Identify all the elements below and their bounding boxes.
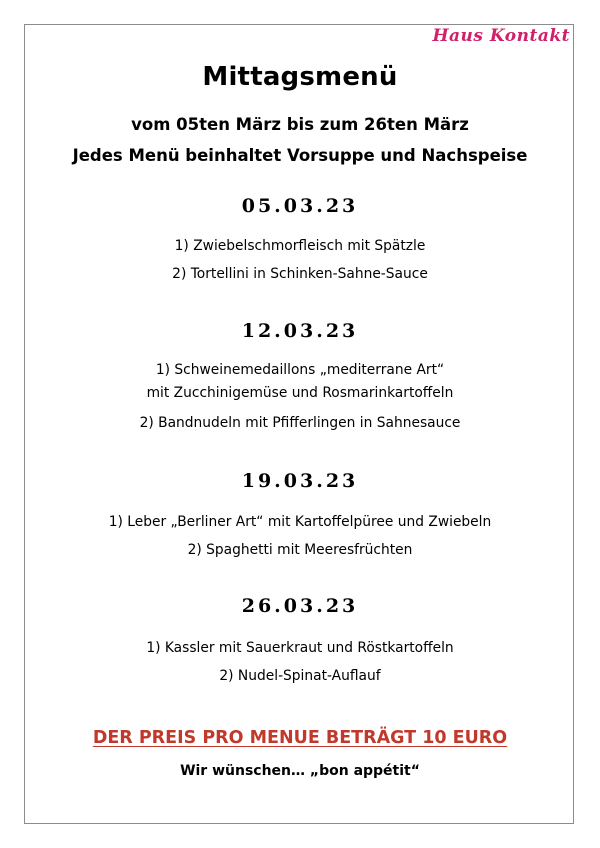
menu-period: vom 05ten März bis zum 26ten März [131,115,469,134]
price-notice: DER PREIS PRO MENUE BETRÄGT 10 EURO [92,728,508,748]
menu-item: 2) Spaghetti mit Meeresfrüchten [187,542,413,558]
menu-item: 1) Schweinemedaillons „mediterrane Art“ [155,362,445,378]
menu-item: 2) Tortellini in Schinken-Sahne-Sauce [172,266,428,282]
day-date: 05.03.23 [241,195,359,217]
menu-item: 1) Leber „Berliner Art“ mit Kartoffelpüree und Zwiebeln [108,514,492,530]
menu-includes: Jedes Menü beinhaltet Vorsuppe und Nachspeise [72,146,528,165]
menu-item: 2) Nudel-Spinat-Auflauf [219,668,381,684]
menu-item: 1) Kassler mit Sauerkraut und Röstkartoffeln [146,640,454,656]
menu-item: 1) Zwiebelschmorfleisch mit Spätzle [174,238,426,254]
day-date: 12.03.23 [241,320,359,342]
menu-item: mit Zucchinigemüse und Rosmarinkartoffeln [146,385,454,401]
menu-title: Mittagsmenü [202,62,398,92]
closing-note: Wir wünschen… „bon appétit“ [180,763,420,779]
brand-logo: Haus Kontakt [432,26,570,46]
day-date: 26.03.23 [241,595,359,617]
day-date: 19.03.23 [241,470,359,492]
menu-item: 2) Bandnudeln mit Pfifferlingen in Sahnesauce [139,415,461,431]
